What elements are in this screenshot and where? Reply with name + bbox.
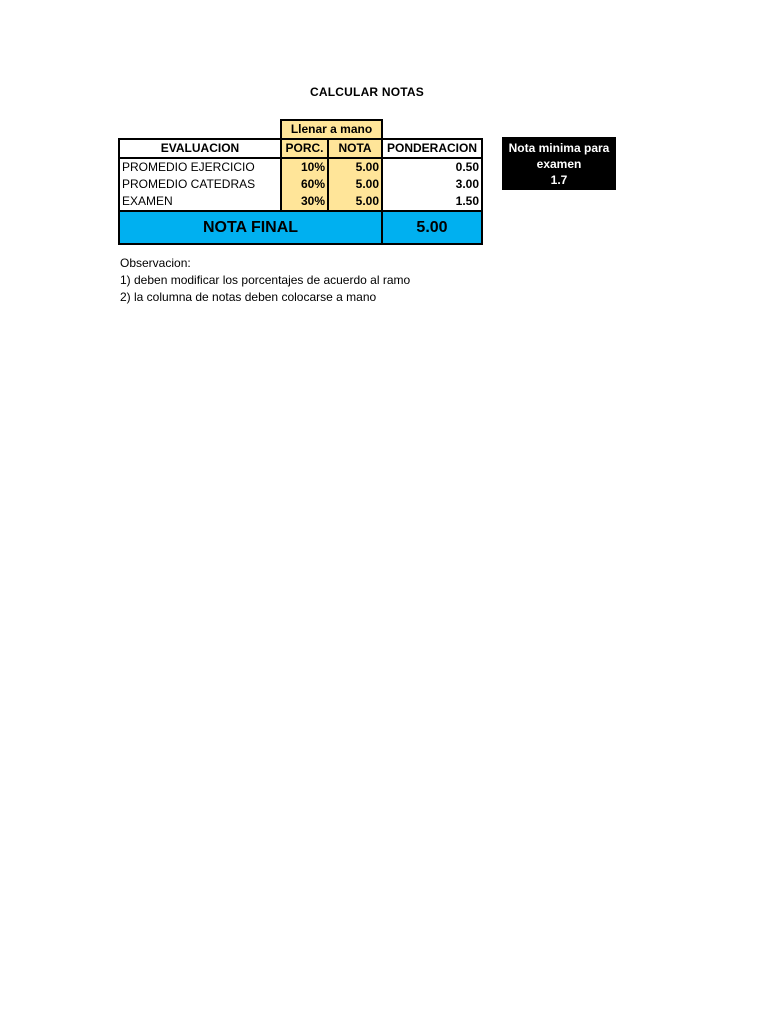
table-row [119, 193, 482, 211]
table-super-header-row [119, 120, 482, 139]
header-grade: NOTA [328, 139, 382, 158]
fill-by-hand-label: Llenar a mano [281, 120, 382, 139]
table-row [119, 158, 482, 176]
header-evaluation: EVALUACION [119, 139, 281, 158]
row-percentage-input[interactable]: 60% [281, 176, 328, 193]
min-exam-label-line1: Nota minima para [508, 141, 610, 155]
min-exam-label-line2: examen [536, 157, 582, 171]
header-percentage: PORC. [281, 139, 328, 158]
final-grade-value: 5.00 [382, 211, 482, 244]
table-header-row [119, 139, 482, 158]
row-grade-input[interactable]: 5.00 [328, 176, 382, 193]
row-grade-input[interactable]: 5.00 [328, 193, 382, 211]
observations [120, 255, 410, 306]
row-weighting-value: 3.00 [382, 176, 482, 193]
row-percentage-input[interactable]: 30% [281, 193, 328, 211]
page-title: CALCULAR NOTAS [310, 85, 424, 99]
row-evaluation-label: PROMEDIO CATEDRAS [119, 176, 281, 193]
final-grade-row [119, 211, 482, 244]
empty-cell [119, 120, 281, 139]
row-evaluation-label: EXAMEN [119, 193, 281, 211]
final-grade-label: NOTA FINAL [119, 211, 382, 244]
min-exam-value: 1.7 [550, 173, 568, 187]
row-grade-input[interactable]: 5.00 [328, 158, 382, 176]
observation-item: 1) deben modificar los porcentajes de acuerdo al ramo [120, 273, 411, 287]
row-evaluation-label: PROMEDIO EJERCICIO [119, 158, 281, 176]
grades-table [118, 119, 483, 245]
row-weighting-value: 0.50 [382, 158, 482, 176]
row-percentage-input[interactable]: 10% [281, 158, 328, 176]
empty-cell [382, 120, 482, 139]
row-weighting-value: 1.50 [382, 193, 482, 211]
observations-heading: Observacion: [120, 256, 191, 270]
header-weighting: PONDERACION [382, 139, 482, 158]
table-row [119, 176, 482, 193]
min-exam-grade-box [502, 137, 616, 190]
observation-item: 2) la columna de notas deben colocarse a mano [120, 290, 377, 304]
